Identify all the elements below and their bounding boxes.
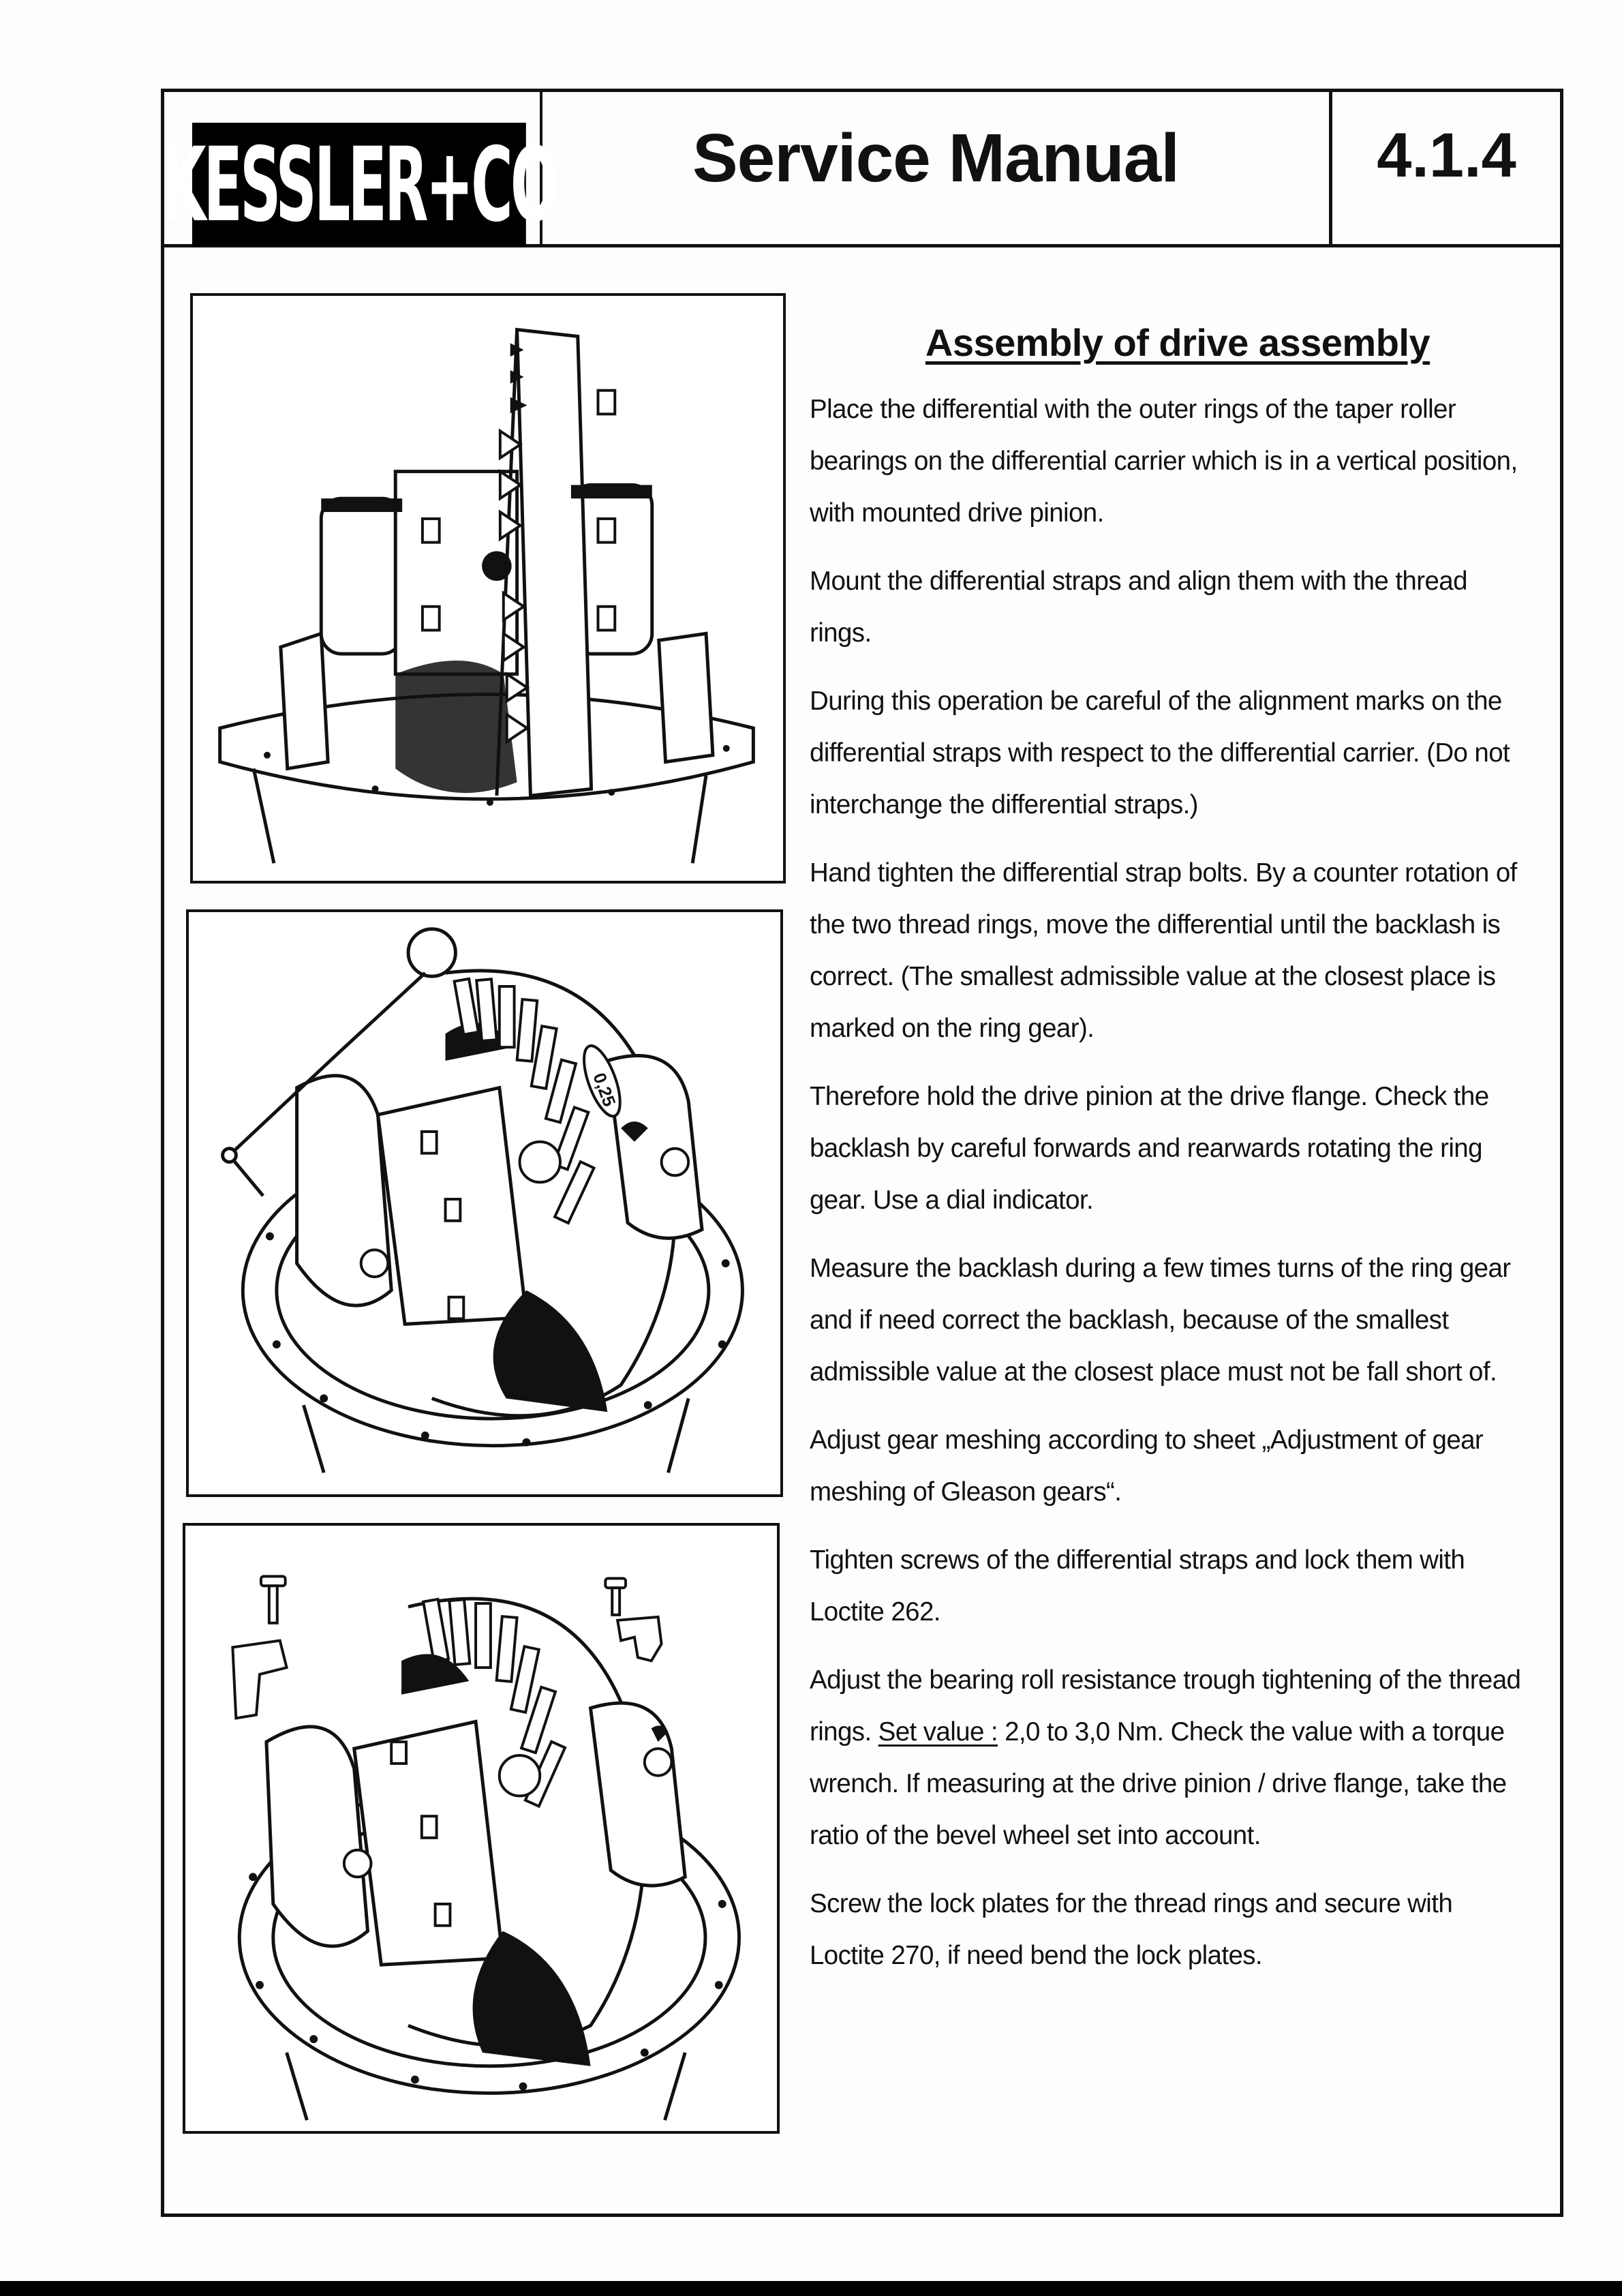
torque-paragraph [810,1655,1525,1862]
company-logo [162,123,557,247]
paragraph: Therefore hold the drive pinion at the drive flange. Check the backlash by careful forwards and rearwards rotating the ring gear. Use a dial indicator. [810,1082,1489,1215]
backlash-marking: 0,25 [589,1070,619,1110]
logo-cell [161,89,557,245]
paragraph: Place the differential with the outer rings of the taper roller bearings on the differential carrier which is in a vertical position, with mounted drive pinion. [810,395,1518,528]
paragraph: Measure the backlash during a few times turns of the ring gear and if need correct the backlash, because of the smallest admissible value at the closest place must not be fall short of. [810,1254,1511,1387]
paragraph: During this operation be careful of the alignment marks on the differential straps with respect to the differential carrier. (Do not interchange the differential straps.) [810,686,1510,819]
differential-gear-icon [193,296,783,881]
lock-plates-bolts-illustration [183,1523,780,2134]
title-cell [542,89,1329,244]
differential-on-carrier-illustration [190,293,786,883]
section-number-cell [1329,89,1561,244]
dial-indicator-gear-icon [189,912,780,1494]
backlash-dial-indicator-illustration [186,909,783,1497]
page-header [161,89,1563,247]
paragraph: Hand tighten the differential strap bolts. By a counter rotation of the two thread rings, move the differential until the backlash is correct. (The smallest admissible value at the closest place is marked on the ring gear). [810,858,1517,1043]
torque-text-before: Adjust the bearing roll resistance trough tightening of the thread rings. [810,1665,1521,1747]
paragraph: Screw the lock plates for the thread rings and secure with Loctite 270, if need bend the lock plates. [810,1889,1453,1970]
instructions-column [810,320,1525,1998]
footer-bar [0,2281,1622,2296]
set-value-label: Set value : [878,1717,998,1747]
section-number: 4.1.4 [1377,120,1516,190]
paragraph: Adjust gear meshing according to sheet „Adjustment of gear meshing of Gleason gears“. [810,1425,1484,1507]
section-heading: Assembly of drive assembly [925,321,1430,364]
document-title: Service Manual [692,119,1180,196]
logo-text: KESSLER+CO [162,125,557,245]
lock-plate-gear-icon [185,1526,777,2131]
torque-text-after: 2,0 to 3,0 Nm. Check the value with a torque wrench. If measuring at the drive pinion / drive flange, take the ratio of the bevel wheel set into account. [810,1717,1507,1850]
paragraph: Mount the differential straps and align them with the thread rings. [810,567,1467,648]
paragraph: Tighten screws of the differential straps and lock them with Loctite 262. [810,1545,1465,1627]
